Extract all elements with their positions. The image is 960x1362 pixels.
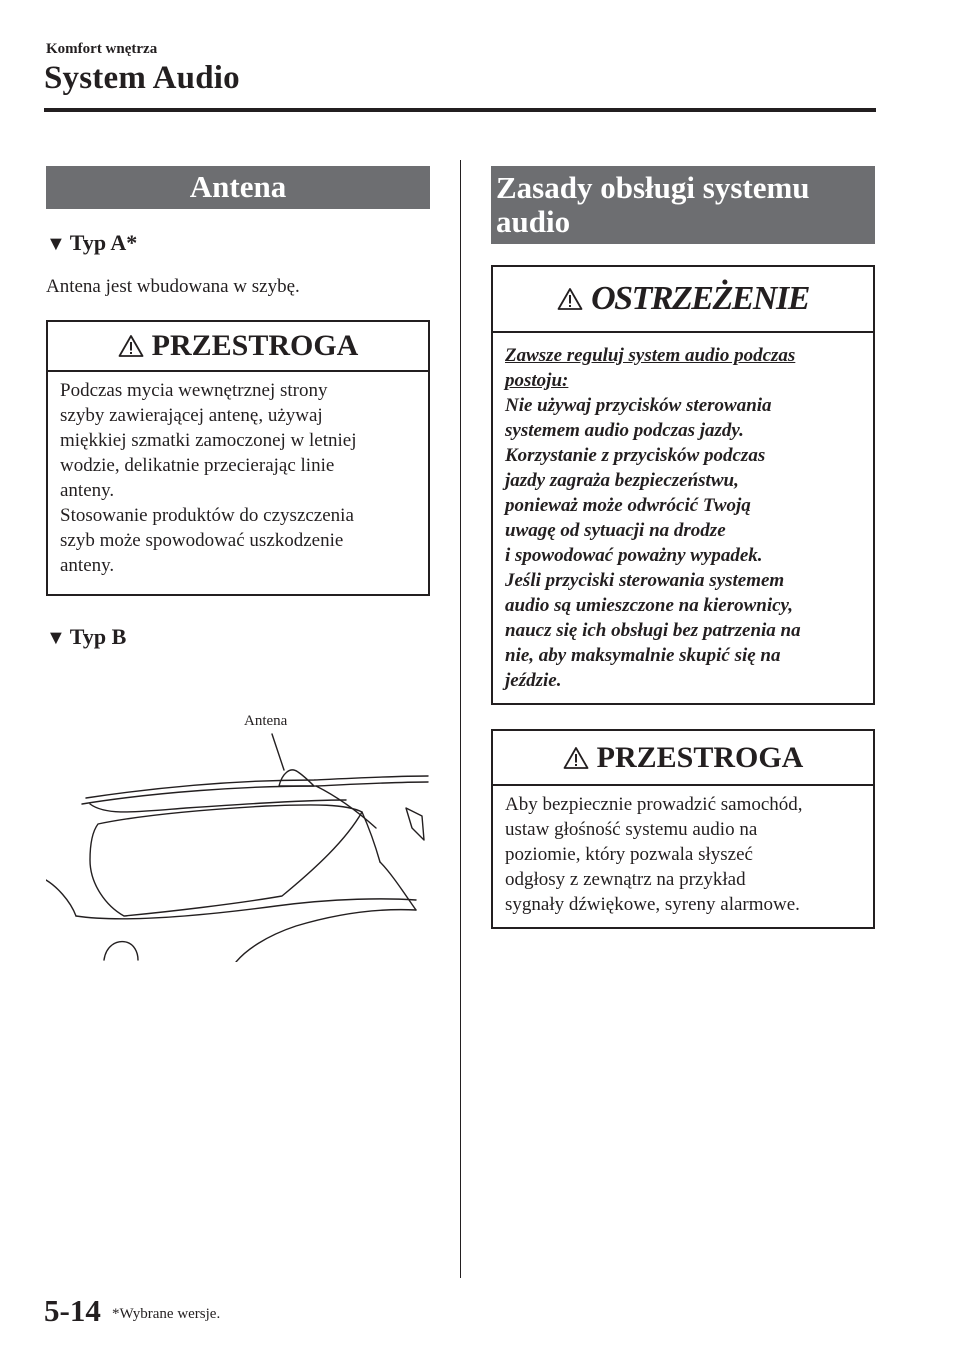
warning-lead-line: Zawsze reguluj system audio podczas: [505, 345, 796, 366]
subheading-typ-b: [46, 624, 126, 650]
typ-a-description: Antena jest wbudowana w szybę.: [46, 276, 300, 297]
breadcrumb: Komfort wnętrza: [46, 41, 158, 57]
caution-line: ustaw głośność systemu audio na: [505, 819, 758, 840]
warning-line: Nie używaj przycisków sterowania: [505, 395, 772, 416]
caution-line: szyby zawierającej antenę, używaj: [60, 405, 323, 426]
header-rule: [44, 108, 876, 112]
caution-line: Aby bezpiecznie prowadzić samochód,: [505, 794, 803, 815]
caution-title: PRZESTROGA: [596, 740, 804, 774]
caution-line: anteny.: [60, 480, 115, 501]
caution-header: [48, 322, 428, 372]
caution-body: [493, 786, 873, 917]
caution-header: [493, 731, 873, 786]
column-divider: [460, 160, 461, 1278]
warning-line: naucz się ich obsługi bez patrzenia na: [505, 620, 801, 641]
warning-body: [493, 333, 873, 693]
page-number: 5-14: [44, 1293, 101, 1328]
caution-line: wodzie, delikatnie przecierając linie: [60, 455, 335, 476]
figure-label-antena: Antena: [244, 713, 288, 729]
caution-title: PRZESTROGA: [151, 329, 359, 362]
warning-line: i spowodować poważny wypadek.: [505, 545, 763, 566]
caution-line: miękkiej szmatki zamoczonej w letniej: [60, 430, 357, 451]
caution-box-audio: [491, 729, 875, 929]
subheading-label: Typ B: [69, 624, 127, 649]
caution-line: poziomie, który pozwala słyszeć: [505, 844, 753, 865]
warning-line: nie, aby maksymalnie skupić się na: [505, 645, 781, 666]
rear-window-antenna-illustration: [46, 700, 430, 962]
subheading-label: Typ A*: [69, 230, 138, 255]
warning-line: Korzystanie z przycisków podczas: [505, 445, 766, 466]
caution-line: Stosowanie produktów do czyszczenia: [60, 505, 354, 526]
triangle-marker-icon: ▼: [46, 627, 66, 649]
warning-title: OSTRZEŻENIE: [591, 280, 809, 317]
caution-box-antenna: [46, 320, 430, 596]
caution-line: anteny.: [60, 555, 115, 576]
section-title-line: audio: [496, 204, 571, 239]
warning-line: jazdy zagraża bezpieczeństwu,: [505, 470, 739, 491]
warning-triangle-icon: [563, 746, 589, 770]
triangle-marker-icon: ▼: [46, 233, 66, 255]
warning-box: [491, 265, 875, 705]
warning-header: [493, 267, 873, 333]
caution-line: odgłosy z zewnątrz na przykład: [505, 869, 746, 890]
caution-body: [48, 372, 428, 578]
page-title: System Audio: [44, 60, 240, 96]
warning-triangle-icon: [118, 334, 144, 358]
warning-line: uwagę od sytuacji na drodze: [505, 520, 726, 541]
section-title-antena: Antena: [46, 166, 430, 209]
warning-line: Jeśli przyciski sterowania systemem: [505, 570, 785, 591]
warning-line: audio są umieszczone na kierownicy,: [505, 595, 794, 616]
caution-line: szyb może spowodować uszkodzenie: [60, 530, 344, 551]
section-title-zasady: [491, 166, 875, 244]
caution-line: Podczas mycia wewnętrznej strony: [60, 380, 328, 401]
warning-line: ponieważ może odwrócić Twoją: [505, 495, 751, 516]
warning-line: systemem audio podczas jazdy.: [505, 420, 744, 441]
footnote: *Wybrane wersje.: [112, 1306, 221, 1322]
warning-triangle-icon: [557, 287, 583, 311]
section-title-line: Zasady obsługi systemu: [496, 170, 810, 205]
warning-lead-line: postoju:: [505, 370, 569, 391]
subheading-typ-a: [46, 230, 137, 256]
warning-line: jeździe.: [505, 670, 562, 691]
caution-line: sygnały dźwiękowe, syreny alarmowe.: [505, 894, 800, 915]
